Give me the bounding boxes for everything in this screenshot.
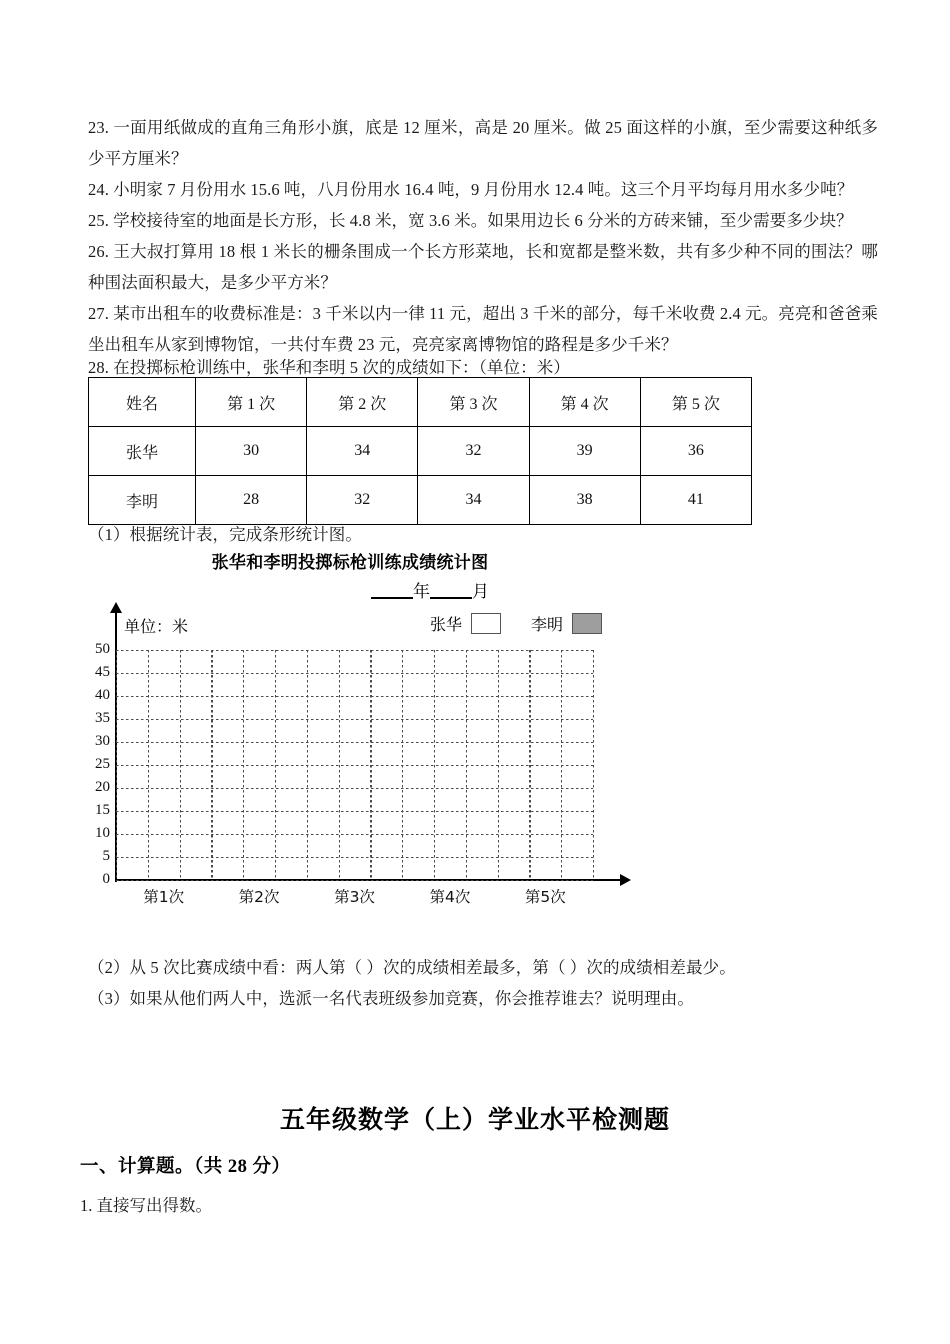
y-axis-tick-label: 15	[95, 802, 110, 818]
gridline-vertical	[529, 650, 530, 880]
question-27-text: 某市出租车的收费标准是：3 千米以内一律 11 元，超出 3 千米的部分，每千米收费 2.4 元。亮亮和爸爸乘坐出租车从家到博物馆，一共付车费 23 元，亮亮家离博物馆的路程是多少千米？	[88, 304, 878, 354]
year-label: 年	[413, 582, 430, 602]
y-axis-tick-label: 0	[102, 871, 110, 887]
table-header-cell: 第 2 次	[307, 378, 418, 427]
gridline-vertical	[402, 650, 403, 880]
gridline-vertical	[339, 650, 340, 880]
y-axis-tick-label: 50	[95, 641, 110, 657]
y-axis-tick-label: 5	[102, 848, 110, 864]
question-25-number: 25.	[88, 211, 109, 230]
gridline-vertical	[434, 650, 435, 880]
gridline-vertical	[466, 650, 467, 880]
table-row	[89, 476, 752, 525]
y-axis-tick-label: 10	[95, 825, 110, 841]
table-cell: 30	[196, 427, 307, 476]
table-row-label: 李明	[89, 476, 196, 525]
gridline-horizontal	[116, 765, 593, 766]
chart-unit-label: 单位：米	[124, 617, 189, 636]
table-header-cell: 第 1 次	[196, 378, 307, 427]
legend-label-zhanghua: 张华	[430, 615, 463, 634]
gridline-horizontal	[116, 696, 593, 697]
gridline-vertical	[275, 650, 276, 880]
month-blank[interactable]	[430, 597, 472, 599]
y-axis-tick-label: 35	[95, 710, 110, 726]
x-axis-tick-label: 第1次	[143, 888, 185, 906]
gridline-horizontal	[116, 719, 593, 720]
table-header-cell: 第 4 次	[529, 378, 640, 427]
y-axis-tick-label: 20	[95, 779, 110, 795]
legend-swatch-liming	[572, 613, 602, 634]
table-header-cell: 姓名	[89, 378, 196, 427]
gridline-horizontal	[116, 811, 593, 812]
legend-label-liming: 李明	[531, 615, 564, 634]
table-row-label: 张华	[89, 427, 196, 476]
exam-title: 五年级数学（上）学业水平检测题	[279, 1107, 670, 1134]
x-axis-tick-label: 第5次	[524, 888, 566, 906]
table-cell: 38	[529, 476, 640, 525]
question-23	[88, 112, 878, 174]
table-header-cell: 第 3 次	[418, 378, 529, 427]
gridline-vertical	[498, 650, 499, 880]
question-26-number: 26.	[88, 242, 109, 261]
gridline-vertical	[211, 650, 212, 880]
table-cell: 28	[196, 476, 307, 525]
y-axis-ticks	[72, 641, 110, 887]
table-header-cell: 第 5 次	[640, 378, 751, 427]
exam-first-item: 1. 直接写出得数。	[80, 1196, 212, 1215]
question-28-text: 在投掷标枪训练中，张华和李明 5 次的成绩如下：（单位：米）	[113, 358, 570, 377]
gridline-vertical	[116, 650, 117, 880]
x-axis-tick-label: 第4次	[429, 888, 471, 906]
table-cell: 41	[640, 476, 751, 525]
question-24	[88, 174, 878, 205]
question-26	[88, 236, 878, 298]
section-heading: 一、计算题。（共 28 分）	[80, 1157, 291, 1177]
question-27	[88, 298, 878, 360]
gridline-vertical	[243, 650, 244, 880]
chart-legend	[430, 612, 602, 635]
score-table	[88, 377, 752, 525]
x-axis-ticks	[116, 885, 616, 913]
question-26-text: 王大叔打算用 18 根 1 米长的栅条围成一个长方形菜地，长和宽都是整米数，共有多少种不同的围法？哪种围法面积最大，是多少平方米？	[88, 242, 878, 292]
gridline-vertical	[561, 650, 562, 880]
table-cell: 39	[529, 427, 640, 476]
table-cell: 34	[307, 427, 418, 476]
table-cell: 32	[418, 427, 529, 476]
question-23-number: 23.	[88, 118, 109, 137]
gridline-horizontal	[116, 742, 593, 743]
gridline-vertical	[148, 650, 149, 880]
y-axis-tick-label: 30	[95, 733, 110, 749]
table-cell: 36	[640, 427, 751, 476]
sub-question-3: （3）如果从他们两人中，选派一名代表班级参加竞赛，你会推荐谁去？说明理由。	[88, 989, 694, 1008]
gridline-horizontal	[116, 788, 593, 789]
chart-title: 张华和李明投掷标枪训练成绩统计图	[211, 553, 489, 573]
gridline-horizontal	[116, 650, 593, 651]
question-25	[88, 205, 878, 236]
gridline-horizontal	[116, 834, 593, 835]
chart-plot-area	[116, 650, 593, 880]
gridline-horizontal	[116, 673, 593, 674]
question-27-number: 27.	[88, 304, 109, 323]
y-axis-tick-label: 45	[95, 664, 110, 680]
legend-swatch-zhanghua	[471, 613, 501, 634]
sub-question-2: （2）从 5 次比赛成绩中看：两人第（ ）次的成绩相差最多，第（ ）次的成绩相差最少。	[88, 958, 736, 977]
gridline-vertical	[593, 650, 594, 880]
y-axis-tick-label: 40	[95, 687, 110, 703]
table-row	[89, 427, 752, 476]
gridline-horizontal	[116, 880, 593, 881]
table-cell: 34	[418, 476, 529, 525]
y-axis-tick-label: 25	[95, 756, 110, 772]
gridline-vertical	[370, 650, 371, 880]
month-label: 月	[472, 582, 489, 602]
question-28-number: 28.	[88, 358, 109, 377]
sub-question-1: （1）根据统计表，完成条形统计图。	[88, 525, 362, 544]
question-24-number: 24.	[88, 180, 109, 199]
gridline-horizontal	[116, 857, 593, 858]
question-25-text: 学校接待室的地面是长方形，长 4.8 米，宽 3.6 米。如果用边长 6 分米的方砖来铺，至少需要多少块？	[113, 211, 853, 230]
x-axis-tick-label: 第2次	[238, 888, 280, 906]
table-cell: 32	[307, 476, 418, 525]
x-axis-tick-label: 第3次	[334, 888, 375, 906]
chart-date-line	[150, 577, 710, 602]
x-axis-arrow	[620, 874, 631, 886]
bar-chart	[0, 548, 950, 918]
question-23-text: 一面用纸做成的直角三角形小旗，底是 12 厘米，高是 20 厘米。做 25 面这样的小旗，至少需要这种纸多少平方厘米？	[88, 118, 878, 168]
table-header-row	[89, 378, 752, 427]
question-24-text: 小明家 7 月份用水 15.6 吨，八月份用水 16.4 吨，9 月份用水 12.4 吨。这三个月平均每月用水多少吨？	[113, 180, 854, 199]
gridline-vertical	[180, 650, 181, 880]
gridline-vertical	[307, 650, 308, 880]
year-blank[interactable]	[371, 597, 413, 599]
